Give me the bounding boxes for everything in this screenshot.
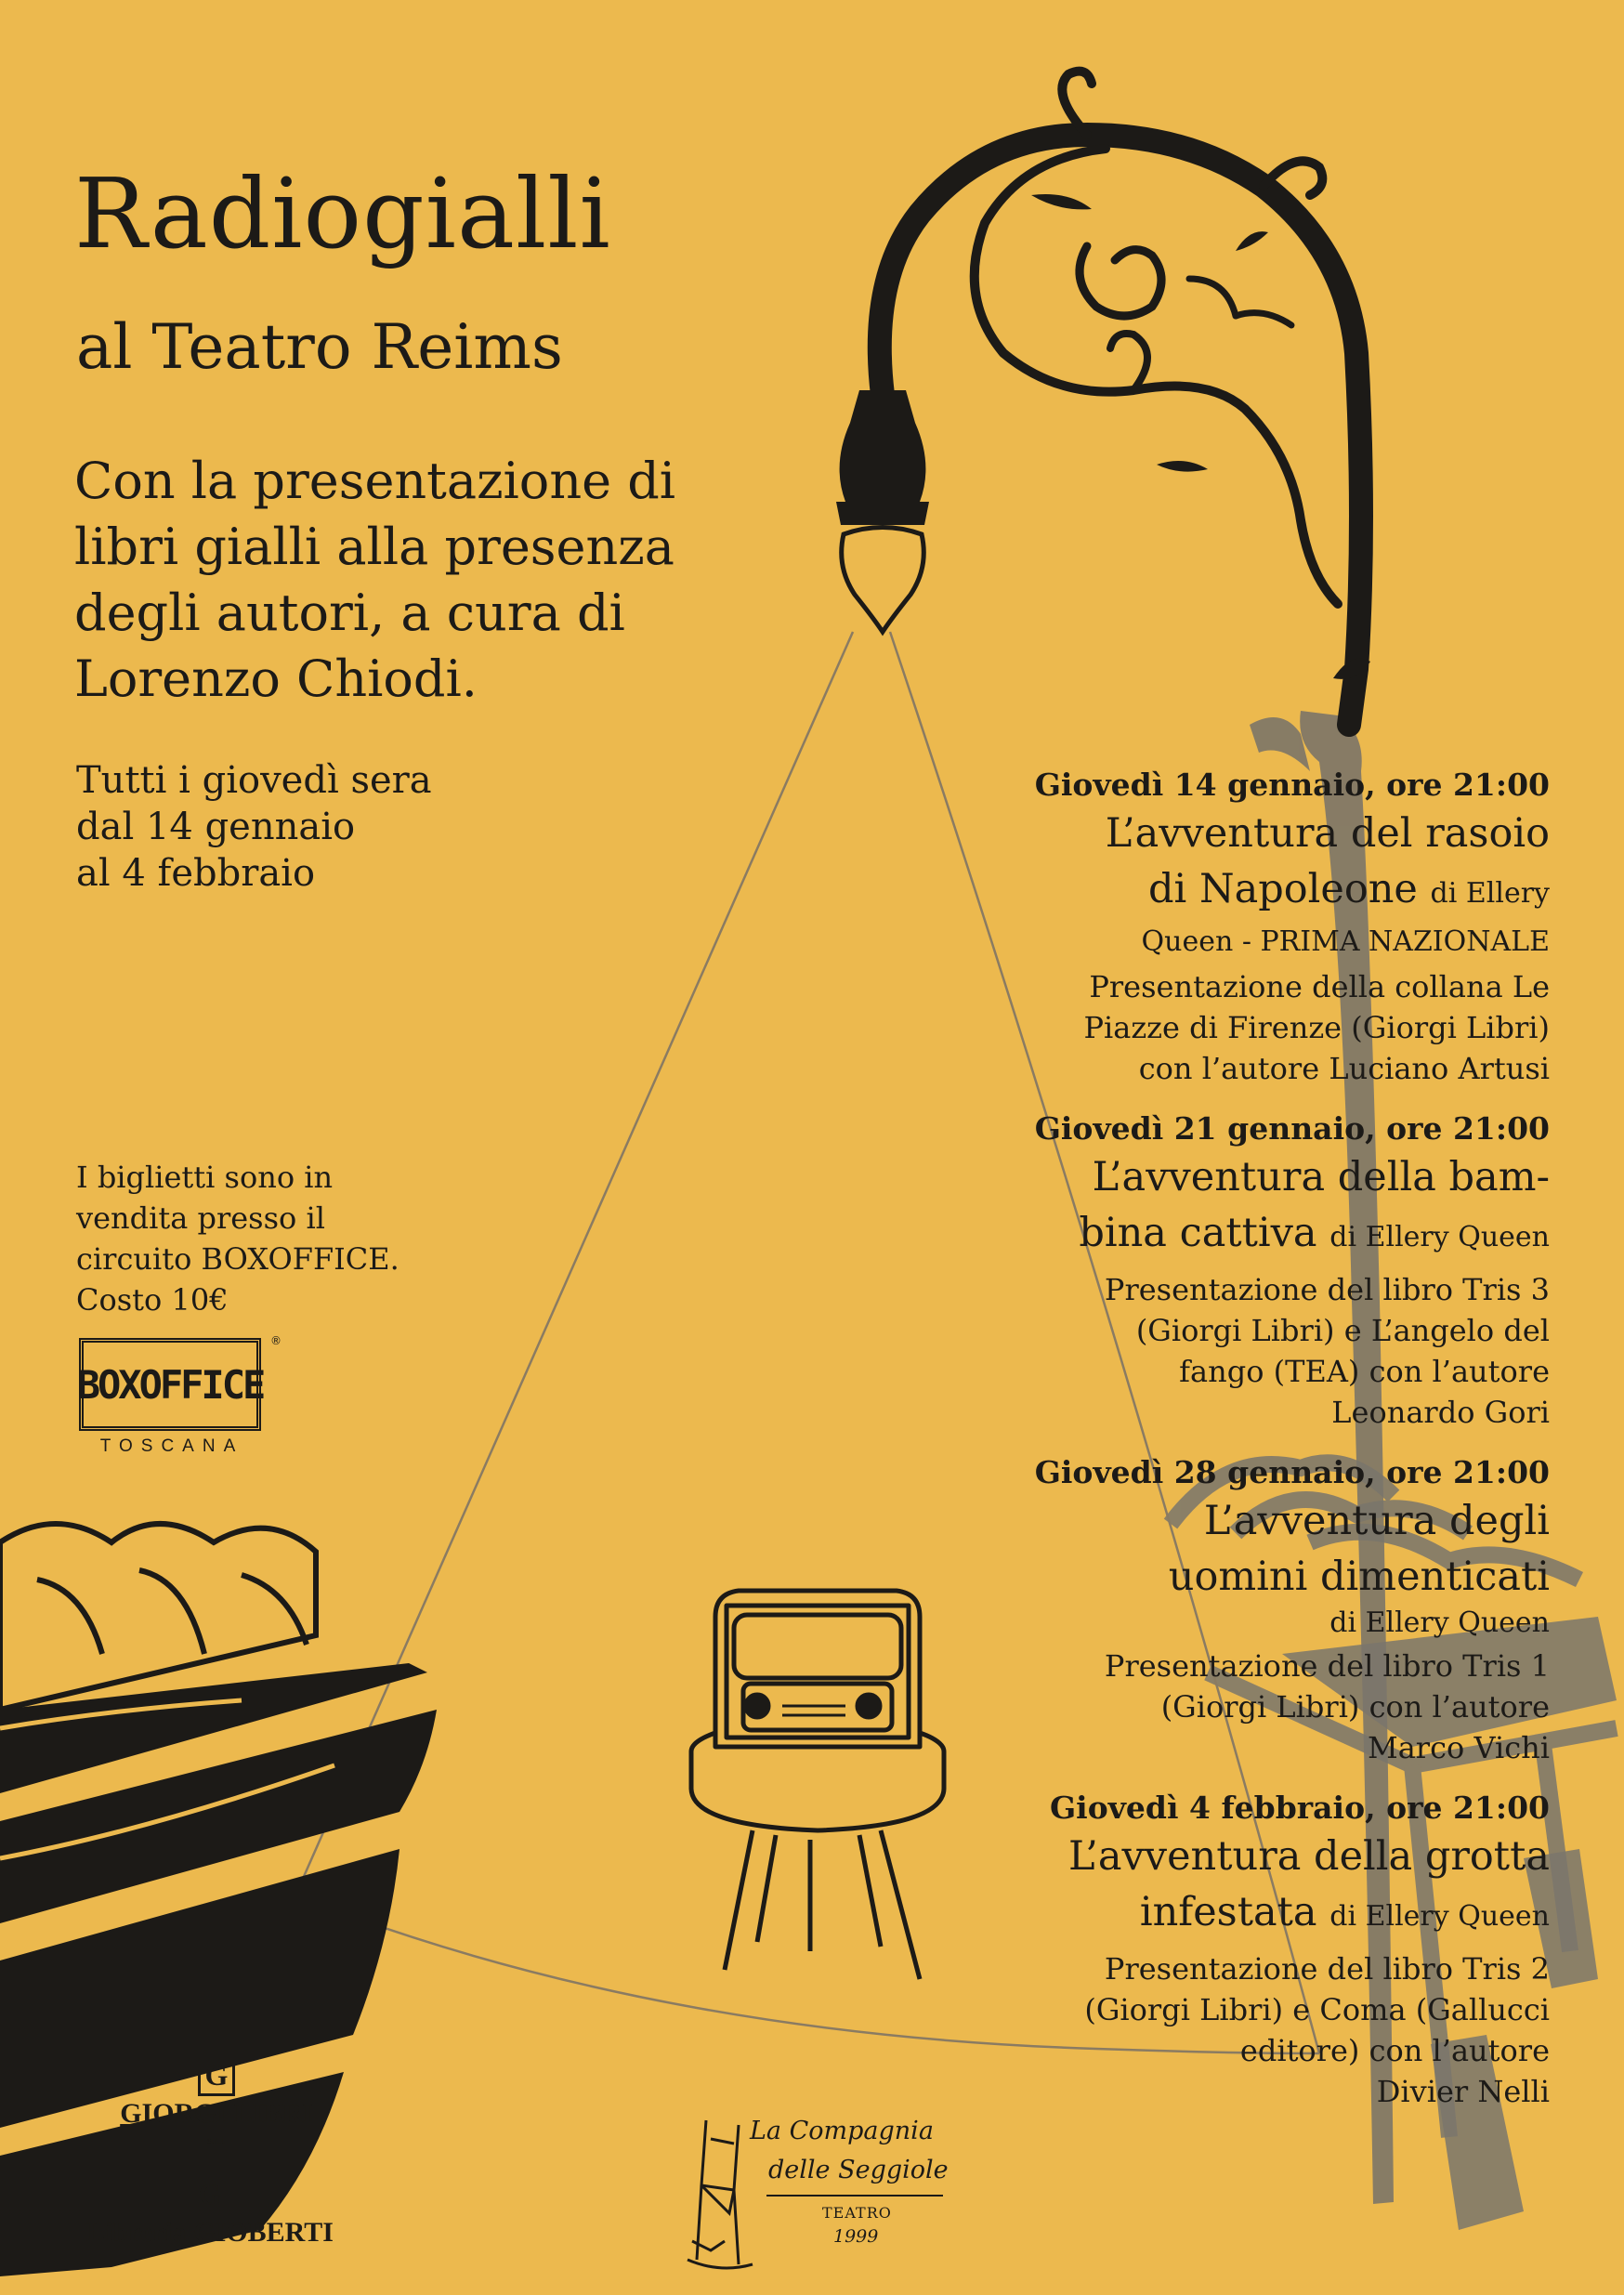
event-title-line: L’avventura del rasoio: [1105, 810, 1550, 857]
event-item: [881, 1787, 1550, 2112]
schedule-text: [76, 757, 596, 897]
event-description: [881, 1948, 1550, 2112]
boxoffice-logo: [76, 1334, 282, 1457]
tickets-line: I biglietti sono in: [76, 1160, 334, 1195]
compagnia-teatro: TEATRO: [822, 2204, 892, 2222]
event-author: di Ellery: [1430, 877, 1550, 910]
compagnia-divider: [766, 2195, 943, 2197]
event-item: [881, 764, 1550, 1089]
event-item: [881, 1108, 1550, 1433]
compagnia-seggiole-logo: [683, 2102, 962, 2278]
gioberti-logo: [71, 2172, 349, 2249]
tickets-line: vendita presso il: [76, 1200, 325, 1236]
schedule-line: dal 14 gennaio: [76, 806, 356, 848]
intro-text: [74, 448, 799, 712]
event-description-line: fango (TEA) con l’autore: [1179, 1354, 1550, 1389]
event-title-line: uomini dimenticati: [1168, 1554, 1550, 1600]
event-title: [881, 1493, 1550, 1605]
registered-mark: ®: [270, 1334, 282, 1347]
intro-line: Con la presentazione di: [74, 452, 676, 510]
intro-line: Lorenzo Chiodi.: [74, 649, 478, 708]
boxoffice-mark: BOXOFFICE: [79, 1338, 261, 1431]
event-description-line: (Giorgi Libri) e L’angelo del: [1135, 1313, 1550, 1348]
giorgi-libri-logo: [110, 2053, 323, 2161]
compagnia-line1: La Compagnia: [750, 2117, 934, 2145]
event-description-line: Presentazione della collana Le: [1089, 969, 1550, 1004]
schedule-line: Tutti i giovedì sera: [76, 759, 432, 802]
event-author: di Ellery Queen: [1329, 1221, 1550, 1253]
event-title-line: L’avventura della grotta: [1067, 1833, 1550, 1880]
event-title-line: L’avventura degli: [1203, 1498, 1550, 1544]
poster-subtitle: al Teatro Reims: [76, 311, 563, 383]
event-description-line: (Giorgi Libri) e Coma (Gallucci: [1084, 1992, 1550, 2027]
event-description-line: (Giorgi Libri) con l’autore: [1160, 1689, 1550, 1725]
event-description: [881, 1269, 1550, 1433]
event-description-line: Presentazione del libro Tris 2: [1104, 1951, 1550, 1987]
boxoffice-region: TOSCANA: [99, 1436, 244, 1456]
tickets-line: Costo 10€: [76, 1282, 229, 1318]
event-author: di Ellery Queen: [1329, 1900, 1550, 1933]
giorgi-name: GIORGI LIBRI: [120, 2098, 313, 2129]
event-description-line: Leonardo Gori: [1331, 1395, 1550, 1430]
event-title-line: infestata: [1139, 1889, 1317, 1935]
event-author-line: Queen - PRIMA NAZIONALE: [1141, 925, 1550, 958]
event-description-line: Presentazione del libro Tris 3: [1104, 1272, 1550, 1307]
gioberti-name: Libreria GIOBERTI: [86, 2217, 334, 2248]
lamp-bulb-graphic: [836, 390, 929, 632]
event-date: Giovedì 28 gennaio, ore 21:00: [1034, 1454, 1550, 1490]
event-title-line: bina cattiva: [1079, 1210, 1317, 1256]
giorgi-srl: s.r.l.: [206, 2133, 227, 2146]
event-description: [881, 966, 1550, 1089]
poster-title: Radiogialli: [74, 157, 611, 270]
event-title-line: L’avventura della bam-: [1092, 1154, 1550, 1200]
event-date: Giovedì 4 febbraio, ore 21:00: [1050, 1790, 1550, 1826]
event-title: [881, 806, 1550, 922]
event-description-line: Marco Vichi: [1367, 1730, 1550, 1765]
event-item: [881, 1451, 1550, 1768]
intro-line: degli autori, a cura di: [74, 584, 625, 642]
compagnia-line2: delle Seggiole: [768, 2156, 949, 2184]
event-author: di Ellery Queen: [1329, 1606, 1550, 1639]
event-description-line: Divier Nelli: [1376, 2074, 1550, 2109]
event-date: Giovedì 14 gennaio, ore 21:00: [1034, 767, 1550, 803]
tickets-info: [76, 1157, 429, 1320]
street-lamp-graphic: [880, 72, 1361, 725]
chair-sketch-icon: [683, 2102, 757, 2278]
tickets-line: circuito BOXOFFICE.: [76, 1241, 399, 1277]
gioberti-mark-icon: G: [191, 2172, 229, 2215]
schedule-line: al 4 febbraio: [76, 852, 316, 895]
event-description-line: editore) con l’autore: [1239, 2033, 1550, 2068]
event-description-line: con l’autore Luciano Artusi: [1138, 1051, 1550, 1086]
event-title: [881, 1829, 1550, 1945]
event-list: [881, 764, 1550, 2131]
giorgi-mark-icon: G: [198, 2053, 235, 2096]
compagnia-year: 1999: [833, 2226, 879, 2247]
event-description-line: Presentazione del libro Tris 1: [1104, 1648, 1550, 1684]
intro-line: libri gialli alla presenza: [74, 518, 674, 576]
event-description: [881, 1646, 1550, 1768]
theater-seats-graphic: [0, 1524, 437, 2276]
event-description-line: Piazze di Firenze (Giorgi Libri): [1083, 1010, 1550, 1045]
event-title-line: di Napoleone: [1148, 866, 1418, 912]
event-date: Giovedì 21 gennaio, ore 21:00: [1034, 1110, 1550, 1147]
event-title: [881, 1149, 1550, 1266]
